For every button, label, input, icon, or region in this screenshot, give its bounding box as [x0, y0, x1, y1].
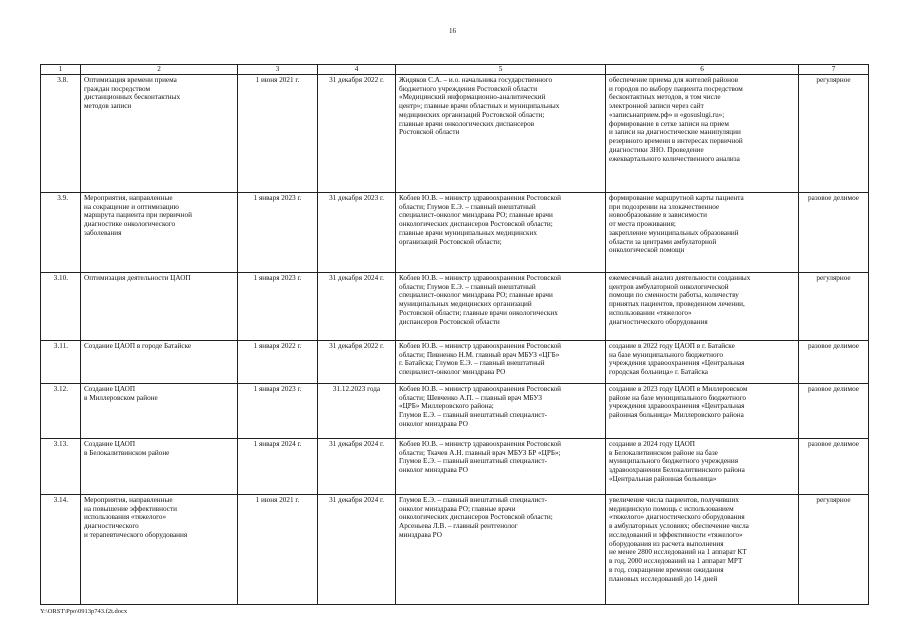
table-row [41, 383, 869, 438]
column-number: 1 [41, 65, 81, 75]
column-number-row [41, 65, 869, 75]
item-number: 3.8. [41, 74, 81, 192]
file-path-footer: Y:\ORST\Ppo\0913p743.f2t.docx [40, 608, 128, 615]
responsible-persons: Глумов Е.Э. – главный внештатный специалист- онколог минздрава РО; главные врачи онкологических диспансеров Ростовской области; Арсеньева Л.В. – главный рентгенолог минздрава РО [396, 494, 606, 604]
measure-type: регулярное [799, 74, 869, 192]
measure-name: Создание ЦАОП в городе Батайске [81, 340, 238, 383]
responsible-persons: Кобзев Ю.В. – министр здравоохранения Ростовской области; Шевченко А.П. – главный врач МБУЗ «ЦРБ» Миллеровского района; Глумов Е.Э. – главный внештатный специалист- онколог минздрава РО [396, 383, 606, 438]
end-date: 31 декабря 2022 г. [318, 340, 396, 383]
end-date: 31 декабря 2023 г. [318, 192, 396, 272]
column-number: 5 [396, 65, 606, 75]
table-row [41, 340, 869, 383]
item-number: 3.10. [41, 272, 81, 340]
start-date: 1 января 2022 г. [238, 340, 318, 383]
expected-result: создание в 2022 году ЦАОП в г. Батайске на базе муниципального бюджетного учреждения здравоохранения «Центральная городская больница» г. Батайска [606, 340, 799, 383]
end-date: 31 декабря 2024 г. [318, 438, 396, 494]
item-number: 3.11. [41, 340, 81, 383]
item-number: 3.12. [41, 383, 81, 438]
end-date: 31.12.2023 года [318, 383, 396, 438]
responsible-persons: Кобзев Ю.В. – министр здравоохранения Ростовской области; Пивненко Н.М. главный врач МБУЗ «ЦГБ» г. Батайска; Глумов Е.Э. – главный внештатный специалист-онколог минздрава РО [396, 340, 606, 383]
item-number: 3.9. [41, 192, 81, 272]
expected-result: создание в 2023 году ЦАОП в Миллеровском районе на базе муниципального бюджетного учреждения здравоохранения «Центральная районная больница» Миллеровского района [606, 383, 799, 438]
column-number: 2 [81, 65, 238, 75]
start-date: 1 января 2023 г. [238, 272, 318, 340]
measure-name: Оптимизация деятельности ЦАОП [81, 272, 238, 340]
measure-type: разовое делимое [799, 438, 869, 494]
table-row [41, 192, 869, 272]
start-date: 1 июня 2021 г. [238, 494, 318, 604]
measure-name: Создание ЦАОП в Белокалитвинском районе [81, 438, 238, 494]
expected-result: создание в 2024 году ЦАОП в Белокалитвинском районе на базе муниципального бюджетного учреждения здравоохранения Белокалитвинского района «Центральная районная больница» [606, 438, 799, 494]
end-date: 31 декабря 2024 г. [318, 494, 396, 604]
measure-type: регулярное [799, 272, 869, 340]
measure-name: Мероприятия, направленные на сокращение и оптимизацию маршрута пациента при первичной диагностике онкологического заболевания [81, 192, 238, 272]
column-number: 7 [799, 65, 869, 75]
table-row [41, 494, 869, 604]
expected-result: ежемесячный анализ деятельности созданных центров амбулаторной онкологической помощи по сменности работы, количеству принятых пациентов, проведенном лечении, использовании «тяжелого» диагностического оборудования [606, 272, 799, 340]
expected-result: формирование маршрутной карты пациента при подозрении на злокачественное новообразование в зависимости от места проживания; закрепление муниципальных образований области за центрами амбулаторной онкологической помощи [606, 192, 799, 272]
start-date: 1 января 2024 г. [238, 438, 318, 494]
table-row [41, 438, 869, 494]
measure-name: Мероприятия, направленные на повышение эффективности использования «тяжелого» диагностического и терапевтического оборудования [81, 494, 238, 604]
start-date: 1 января 2023 г. [238, 383, 318, 438]
expected-result: обеспечение приема для жителей районов и городов по выбору пациента посредством бесконтактных методов, в том числе электронной записи через сайт «записьнаприем.рф» и «gosuslugi.ru»; формирование в сетке записи на прием и записи на диагностические манипуляции резервного времени в интересах первичной диагностики ЗНО. Проведение ежеквартального количественного анализа [606, 74, 799, 192]
expected-result: увеличение числа пациентов, получивших медицинскую помощь с использованием «тяжелого» диагностического оборудования в амбулаторных условиях; обеспечение числа исследований и эффективности «тяжелого» оборудования из расчета выполнения не менее 2800 исследований на 1 аппарат КТ в год, 2000 исследований на 1 аппарат МРТ в год, сокращение времени ожидания плановых исследований до 14 дней [606, 494, 799, 604]
measure-name: Создание ЦАОП в Миллеровском районе [81, 383, 238, 438]
measures-table [40, 64, 869, 605]
responsible-persons: Кобзев Ю.В. – министр здравоохранения Ростовской области; Глумов Е.Э. – главный внештатный специалист-онколог минздрава РО; главные врачи муниципальных медицинских организаций Ростовской области; главные врачи онкологических диспансеров Ростовской области [396, 272, 606, 340]
column-number: 4 [318, 65, 396, 75]
end-date: 31 декабря 2024 г. [318, 272, 396, 340]
measure-type: регулярное [799, 494, 869, 604]
responsible-persons: Жидяков С.А. – и.о. начальника государственного бюджетного учреждения Ростовской области «Медицинский информационно-аналитический центр»; главные врачи областных и муниципальных медицинских организаций Ростовской области; главные врачи онкологических диспансеров Ростовской области [396, 74, 606, 192]
responsible-persons: Кобзев Ю.В. – министр здравоохранения Ростовской области; Ткачев А.Н. главный врач МБУЗ БР «ЦРБ»; Глумов Е.Э. – главный внештатный специалист- онколог минздрава РО [396, 438, 606, 494]
page-number: 16 [449, 27, 456, 35]
measure-type: разовое делимое [799, 340, 869, 383]
end-date: 31 декабря 2022 г. [318, 74, 396, 192]
measure-type: разовое делимое [799, 192, 869, 272]
column-number: 6 [606, 65, 799, 75]
measure-type: разовое делимое [799, 383, 869, 438]
item-number: 3.14. [41, 494, 81, 604]
start-date: 1 января 2023 г. [238, 192, 318, 272]
table-row [41, 74, 869, 192]
table-row [41, 272, 869, 340]
column-number: 3 [238, 65, 318, 75]
start-date: 1 июня 2021 г. [238, 74, 318, 192]
responsible-persons: Кобзев Ю.В. – министр здравоохранения Ростовской области; Глумов Е.Э. – главный внештатный специалист-онколог минздрава РО; главные врачи онкологических диспансеров Ростовской области; главные врачи муниципальных медицинских организаций Ростовской области; [396, 192, 606, 272]
item-number: 3.13. [41, 438, 81, 494]
measure-name: Оптимизация времени приема граждан посредством дистанционных бесконтактных методов записи [81, 74, 238, 192]
